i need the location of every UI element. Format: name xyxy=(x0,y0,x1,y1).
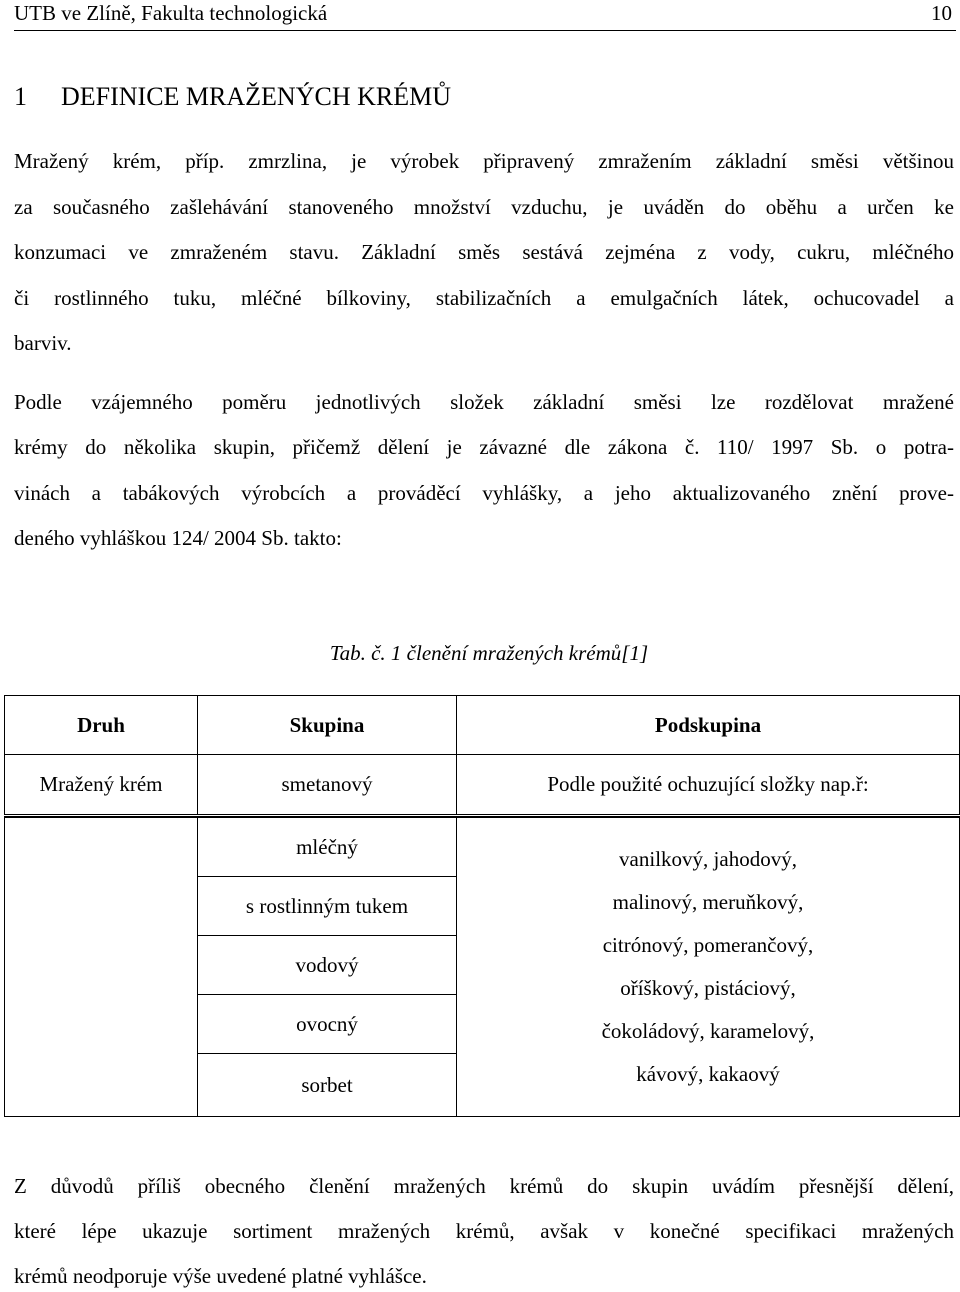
table-caption: Tab. č. 1 členění mražených krémů[1] xyxy=(329,641,649,665)
podskupina-line: kávový, kakaový xyxy=(636,1062,780,1086)
paragraph2-line: krémy do několika skupin, přičemž dělení je závazné dle zákona č. 110/ 1997 Sb. o potra- xyxy=(14,435,954,459)
podskupina-line: vanilkový, jahodový, xyxy=(619,847,797,871)
paragraph2-line: Podle vzájemného poměru jednotlivých složek základní směsi lze rozdělovat mražené xyxy=(14,390,954,414)
paragraph2-line: deného vyhláškou 124/ 2004 Sb. takto: xyxy=(14,526,342,550)
paragraph1-line: barviv. xyxy=(14,331,72,355)
table-row xyxy=(5,755,960,816)
podskupina-line: malinový, meruňkový, xyxy=(612,890,804,914)
druh-cell: Mražený krém xyxy=(5,755,198,816)
page-number: 10 xyxy=(931,1,952,25)
podskupina-line: citrónový, pomerančový, xyxy=(602,933,814,957)
chapter-title: DEFINICE MRAŽENÝCH KRÉMŮ xyxy=(61,82,451,111)
table-header-row xyxy=(5,696,960,755)
paragraph1-line: Mražený krém, příp. zmrzlina, je výrobek připravený zmražením základní směsi většinou xyxy=(14,149,954,173)
druh-empty-cell xyxy=(5,818,198,1117)
skupina-cell: smetanový xyxy=(198,755,457,816)
table-row xyxy=(5,818,960,877)
paragraph3-line: krémů neodporuje výše uvedené platné vyhlášce. xyxy=(14,1264,427,1288)
column-header-skupina: Skupina xyxy=(198,696,457,755)
podskupina-intro-cell: Podle použité ochuzující složky nap.ř: xyxy=(457,755,960,816)
running-header xyxy=(14,0,956,30)
ice-cream-classification-table xyxy=(4,695,960,1117)
skupina-cell: sorbet xyxy=(198,1054,457,1117)
podskupina-list xyxy=(457,838,959,1096)
skupina-cell: s rostlinným tukem xyxy=(198,877,457,936)
paragraph1-line: či rostlinného tuku, mléčné bílkoviny, stabilizačních a emulgačních látek, ochucovadel a xyxy=(14,286,954,310)
paragraph1-line: za současného zašlehávání stanoveného množství vzduchu, je uváděn do oběhu a určen ke xyxy=(14,195,954,219)
header-title: UTB ve Zlíně, Fakulta technologická xyxy=(14,1,328,25)
column-header-podskupina: Podskupina xyxy=(457,696,960,755)
skupina-cell: ovocný xyxy=(198,995,457,1054)
paragraph3-line: které lépe ukazuje sortiment mražených krémů, avšak v konečné specifikaci mražených xyxy=(14,1219,954,1243)
column-header-druh: Druh xyxy=(5,696,198,755)
skupina-cell: mléčný xyxy=(198,818,457,877)
podskupina-line: čokoládový, karamelový, xyxy=(601,1019,815,1043)
paragraph3-line: Z důvodů příliš obecného členění mražených krémů do skupin uvádím přesnější dělení, xyxy=(14,1174,954,1198)
paragraph2-line: vinách a tabákových výrobcích a prováděcí vyhlášky, a jeho aktualizovaného znění prove- xyxy=(14,481,954,505)
header-rule xyxy=(14,30,956,31)
podskupina-list-cell xyxy=(457,818,960,1117)
skupina-cell: vodový xyxy=(198,936,457,995)
podskupina-line: oříškový, pistáciový, xyxy=(620,976,796,1000)
paragraph1-line: konzumaci ve zmraženém stavu. Základní směs sestává zejména z vody, cukru, mléčného xyxy=(14,240,954,264)
chapter-number: 1 xyxy=(14,82,27,111)
chapter-heading xyxy=(14,80,451,114)
